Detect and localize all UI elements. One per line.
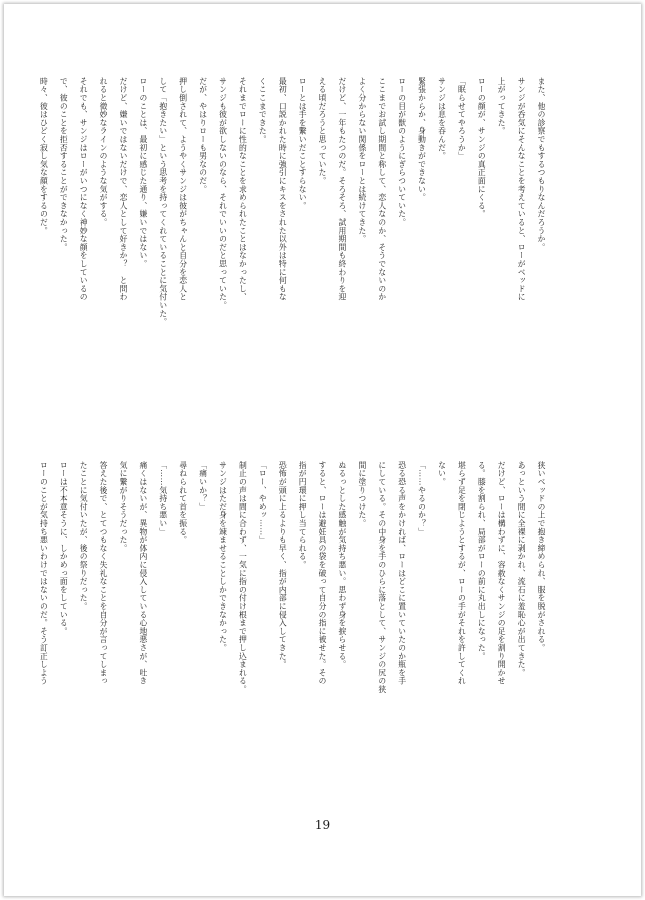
- text-line: 間に塗りつけた。: [357, 461, 367, 528]
- text-line: して「抱きたい」という思考を持ってくれていることに気付いた。: [158, 77, 168, 326]
- text-line: 堪らず足を閉じようとするが、ローの手がそれを許してくれ: [457, 461, 467, 686]
- text-line: サンジが呑気にそんなことを考えていると、ローがベッドに: [517, 77, 527, 302]
- text-line: サンジは息を呑んだ。: [437, 77, 447, 160]
- text-line: る。膝を割られ、局部がローの前に丸出しになった。: [477, 461, 487, 661]
- text-line: 狭いベッドの上で抱き締められ、服を脱がされる。: [537, 461, 546, 652]
- text-line: ぬるっとした感触が気持ち悪い。思わず身を捩らせる。: [337, 461, 347, 669]
- text-line: れると微妙なラインのような気がする。: [99, 77, 109, 227]
- text-line: 「……やるのか？」: [417, 461, 427, 536]
- text-line: える頃だろうと思っていた。: [318, 77, 328, 185]
- text-line: また、他の診察でもするつもりなんだろうか。: [537, 77, 546, 252]
- text-line: だけど、嫌いではないだけで、恋人として好きか？ と問わ: [118, 77, 128, 302]
- text-line: たことに気付いたが、後の祭りだった。: [79, 461, 89, 611]
- text-line: 痛くはないが、異物が体内に侵入している心地悪さが、吐き: [138, 461, 148, 686]
- text-line: ローのことは、最初に感じた通り、嫌いではない。: [138, 77, 148, 268]
- text-line: ローの目が獣のようにぎらついていた。: [397, 77, 407, 227]
- text-line: 気に繋がりそうだった。: [118, 461, 128, 553]
- text-line: ローとは手を繋いだことすらない。: [298, 77, 308, 210]
- text-line: 「ロー、やめッ……」: [258, 461, 268, 544]
- text-line: 「眠らせてやろうか」: [457, 77, 467, 160]
- text-line: よく分からない関係をローとは続けてきた。: [357, 77, 367, 243]
- manuscript-page: [4, 4, 641, 896]
- text-line: すると、ローは避妊具の袋を破って自分の指に被せた。その: [318, 461, 328, 686]
- text-line: 時々、彼はひどく寂し気な顔をするのだ。: [39, 77, 49, 235]
- text-line: ローの顔が、サンジの真正面にくる。: [477, 77, 487, 219]
- text-line: 緊張からか、身動きができない。: [417, 77, 427, 202]
- text-line: 「……気持ち悪い」: [158, 461, 168, 536]
- text-line: あっという間に全裸に剥かれ、流石に羞恥心が出てきた。: [517, 461, 527, 677]
- text-line: 尋ねられて首を振る。: [178, 461, 188, 544]
- page-number: 19: [314, 818, 331, 832]
- lower-text-column: [39, 461, 551, 795]
- text-line: 恐る恐る声をかければ、ローはどこに置いていたのか瓶を手: [397, 461, 407, 686]
- text-line: で、彼のことを拒否することができなかった。: [59, 77, 69, 252]
- text-line: 答えた後で、とてつもなく失礼なことを自分が言ってしまっ: [99, 461, 109, 686]
- text-line: ローのことが気持ち悪いわけではないのだ。そう訂正しよう: [39, 461, 49, 686]
- text-line: くここまできた。: [258, 77, 268, 144]
- text-line: サンジも彼が欲しないのなら、それでいいのだと思っていた。: [218, 77, 228, 310]
- text-line: サンジはただ身を竦ませることしかできなかった。: [218, 461, 228, 652]
- text-line: それまでローに性的なことを求められたことはなかったし、: [238, 77, 248, 302]
- upper-text-column: [39, 77, 551, 401]
- text-line: 押し倒されて、ようやくサンジは彼がちゃんと自分を恋人と: [178, 77, 188, 302]
- text-line: 最初、口説かれた時に強引にキスをされた以外は特に何もな: [278, 77, 288, 302]
- text-line: 制止の声は間に合わず、一気に指の付け根まで押し込まれる。: [238, 461, 248, 694]
- text-line: ここまでお試し期間と称して、恋人なのか、そうでないのか: [377, 77, 387, 302]
- text-line: だが、やはりローも男なのだ。: [198, 77, 208, 194]
- text-line: ない。: [437, 461, 447, 486]
- text-line: ローは不本意そうに、しかめっ面をしている。: [59, 461, 69, 636]
- text-line: それでも、サンジはローがいつになく神妙な顔をしているの: [79, 77, 89, 302]
- text-line: 恐怖が頭に上るよりも早く、指が内部に侵入してきた。: [278, 461, 288, 669]
- text-line: 「痛いか？」: [198, 461, 208, 511]
- text-line: 上がってきた。: [497, 77, 507, 136]
- text-line: だけど、ローは構わずに、容赦なくサンジの足を割り開かせ: [497, 461, 507, 686]
- text-line: にしている。その中身を手のひらに落として、サンジの尻の狭: [377, 461, 387, 694]
- text-line: だけど、一年もたつのだ。そろそろ、試用期間も終わりを迎: [337, 77, 347, 302]
- text-line: 指が円環に押し当てられる。: [298, 461, 308, 569]
